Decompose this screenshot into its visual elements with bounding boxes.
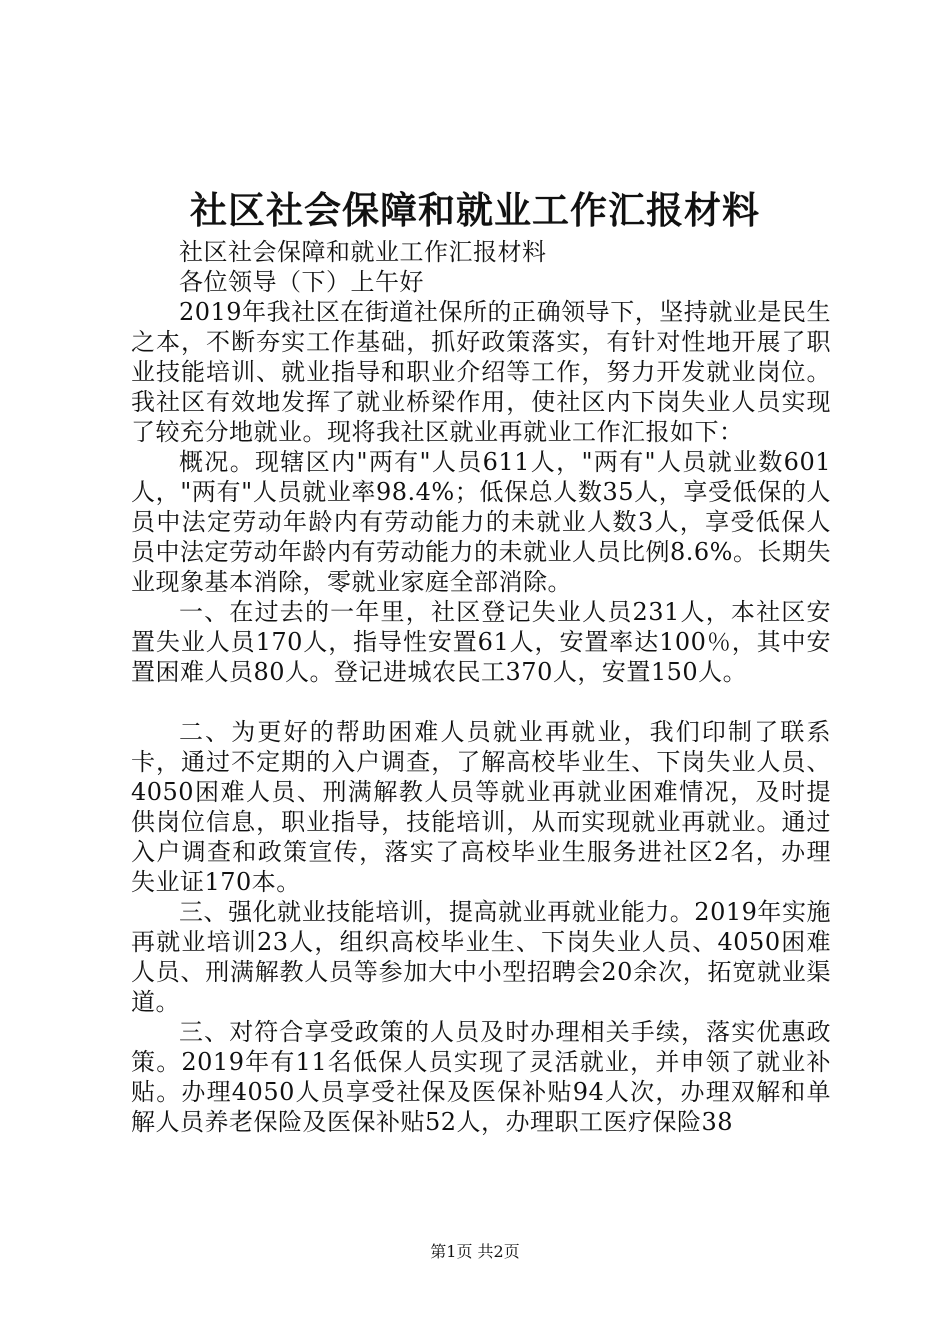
paragraph-intro: 2019年我社区在街道社保所的正确领导下，坚持就业是民生之本，不断夯实工作基础，抓好政策落实，有针对性地开展了职业技能培训、就业指导和职业介绍等工作，努力开发就业岗位。我社区有效地发挥了就业桥梁作用，使社区内下岗失业人员实现了较充分地就业。现将我社区就业再就业工作汇报如下：	[131, 298, 831, 446]
paragraph-section-1: 一、在过去的一年里，社区登记失业人员231人，本社区安置失业人员170人，指导性安置61人，安置率达100％，其中安置困难人员80人。登记进城农民工370人，安置150人。	[131, 598, 831, 686]
page-number-footer: 第1页 共2页	[430, 1242, 520, 1261]
paragraph-section-3: 三、强化就业技能培训，提高就业再就业能力。2019年实施再就业培训23人，组织高校毕业生、下岗失业人员、4050困难人员、刑满解教人员等参加大中小型招聘会20余次，拓宽就业渠道。	[131, 898, 831, 1016]
document-body	[131, 237, 831, 1137]
paragraph-section-2: 二、为更好的帮助困难人员就业再就业，我们印制了联系卡，通过不定期的入户调查，了解高校毕业生、下岗失业人员、4050困难人员、刑满解教人员等就业再就业困难情况，及时提供岗位信息，职业指导，技能培训，从而实现就业再就业。通过入户调查和政策宣传，落实了高校毕业生服务进社区2名，办理失业证170本。	[131, 718, 831, 896]
subtitle-line: 社区社会保障和就业工作汇报材料	[179, 238, 547, 266]
document-title: 社区社会保障和就业工作汇报材料	[190, 188, 760, 232]
paragraph-section-4: 三、对符合享受政策的人员及时办理相关手续，落实优惠政策。2019年有11名低保人员实现了灵活就业，并申领了就业补贴。办理4050人员享受社保及医保补贴94人次，办理双解和单解人员养老保险及医保补贴52人，办理职工医疗保险38	[131, 1018, 831, 1136]
paragraph-overview: 概况。现辖区内"两有"人员611人，"两有"人员就业数601人，"两有"人员就业率98.4%；低保总人数35人，享受低保的人员中法定劳动年龄内有劳动能力的未就业人数3人，享受低保人员中法定劳动年龄内有劳动能力的未就业人员比例8.6%。长期失业现象基本消除，零就业家庭全部消除。	[131, 448, 831, 596]
greeting-line: 各位领导（下）上午好	[179, 268, 424, 296]
